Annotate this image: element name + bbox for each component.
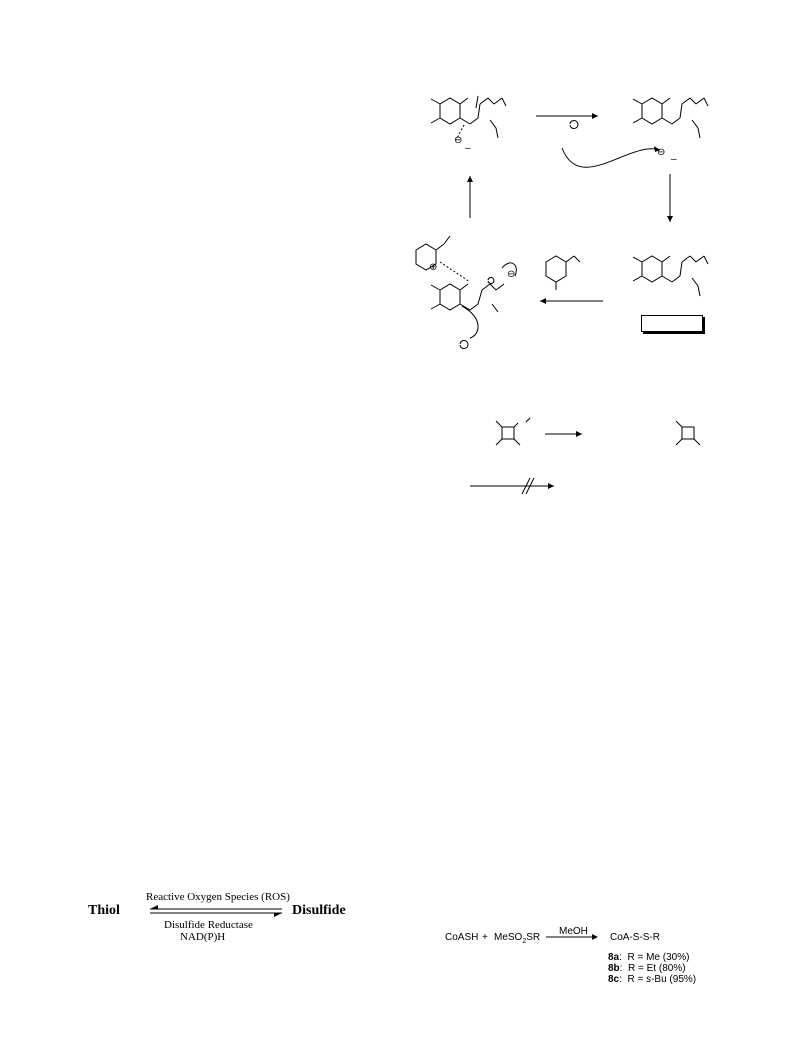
product-entries <box>608 952 696 985</box>
structure-mid-right <box>633 256 708 296</box>
anion-label: ⊖ <box>454 135 463 146</box>
structure-mid-small <box>546 256 580 290</box>
reagent-coash: CoASH <box>445 932 479 943</box>
entry-8b: 8b: R = Et (80%) <box>608 963 686 974</box>
structure-top-left <box>431 96 506 140</box>
entry-8c: 8c: R = s-Bu (95%) <box>608 974 697 985</box>
charge-label-2: – <box>671 154 677 165</box>
reagent-mesulfonate: MeSO$_2$SR <box>494 932 541 945</box>
structure-top-right <box>633 98 708 138</box>
ros-condition: Reactive Oxygen Species (ROS) <box>146 891 290 903</box>
small-scheme <box>470 418 700 494</box>
structure-bottom-left <box>416 236 504 312</box>
enzyme-box <box>641 315 703 332</box>
anion-label-2: ⊖ <box>657 147 666 158</box>
entry-8a: 8a: R = Me (30%) <box>608 952 690 963</box>
charge-label: – <box>465 143 471 154</box>
disulfide-label: Disulfide <box>292 903 346 918</box>
product-label: CoA-S-S-R <box>610 932 661 943</box>
cation-label: ⊕ <box>429 262 438 273</box>
thiol-label: Thiol <box>88 903 120 918</box>
plus-sign: + <box>482 932 488 943</box>
nadph-condition: NAD(P)H <box>180 931 226 943</box>
cycle-arrows <box>460 116 670 349</box>
anion-label-3: ⊖ <box>507 269 516 280</box>
reductase-condition: Disulfide Reductase <box>164 919 253 931</box>
equilibrium-arrows <box>150 909 282 913</box>
condition-meoh: MeOH <box>559 926 588 937</box>
